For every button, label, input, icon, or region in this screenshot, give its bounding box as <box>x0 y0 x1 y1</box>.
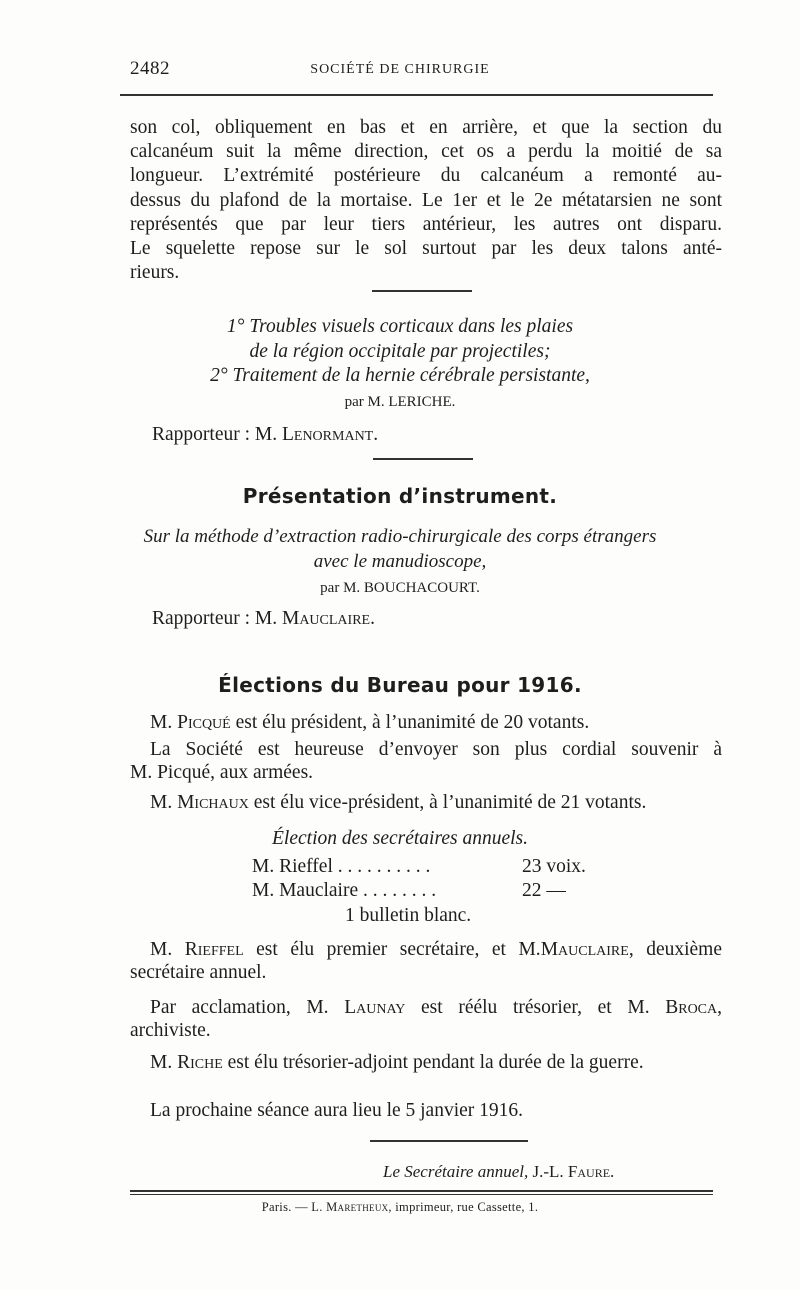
candidate: M. Mauclaire <box>252 880 359 901</box>
secretary-result <box>150 938 722 962</box>
person-name: Picqué <box>177 712 231 733</box>
person-name: Rieffel <box>184 939 244 960</box>
person-name: Riche <box>177 1052 223 1073</box>
vote-count: 23 voix. <box>522 856 586 877</box>
president-line <box>150 712 589 734</box>
imprint-text: , imprimeur, rue Cassette, 1. <box>388 1200 539 1214</box>
secretary-result-line: secrétaire annuel. <box>130 962 267 983</box>
rapporteur-label: Rapporteur : M. <box>152 424 278 445</box>
statement: est élu trésorier-adjoint pendant la durée de la guerre. <box>227 1052 644 1073</box>
communication-title-line: de la région occipitale par projectiles; <box>249 341 551 362</box>
blank-ballot: 1 bulletin blanc. <box>345 905 472 926</box>
communication-author: par M. LERICHE. <box>344 394 456 410</box>
signature-initials: J.-L. <box>532 1162 564 1181</box>
presentation-author: par M. BOUCHACOURT. <box>320 580 480 596</box>
prefix: Par acclamation, M. <box>150 997 329 1018</box>
statement: , <box>717 997 722 1018</box>
rapporteur-line <box>152 424 378 446</box>
presentation-title-line: avec le manudioscope, <box>313 551 487 572</box>
prefix: M. <box>150 792 173 813</box>
communication-title-line: 2° Traitement de la hernie cérébrale persistante, <box>210 365 590 386</box>
dot-leaders: . . . . . . . . . . <box>337 856 431 877</box>
section-heading-elections: Élections du Bureau pour 1916. <box>218 673 582 697</box>
person-name: Michaux <box>177 792 249 813</box>
prefix: M. <box>150 1052 173 1073</box>
vice-president-line <box>150 792 646 814</box>
section-divider <box>372 290 472 292</box>
signature <box>383 1162 614 1182</box>
secretaries-heading: Élection des secrétaires annuels. <box>272 828 528 849</box>
intro-line: rieurs. <box>130 262 180 284</box>
vote-row <box>252 856 430 878</box>
page-number: 2482 <box>130 58 170 79</box>
section-divider <box>373 458 473 460</box>
dot-leaders: . . . . . . . . <box>363 880 437 901</box>
rapporteur-label: Rapporteur : M. <box>152 608 278 629</box>
adjoint-line <box>150 1052 644 1074</box>
rapporteur-name: Mauclaire. <box>281 608 375 629</box>
souvenir-line: M. Picqué, aux armées. <box>130 762 314 783</box>
intro-line: dessus du plafond de la mortaise. Le 1er et le 2e métatarsien ne sont <box>130 189 722 211</box>
secretary-result-line <box>150 938 722 962</box>
person-name: Mauclaire <box>540 939 629 960</box>
statement: , deuxième <box>628 939 722 960</box>
intro-paragraph <box>130 116 722 285</box>
prefix: M. <box>150 712 173 733</box>
vote-count: 22 — <box>522 880 566 901</box>
souvenir-line: La Société est heureuse d’envoyer son plus cordial souvenir à <box>150 739 722 760</box>
prefix: M. <box>150 939 173 960</box>
treasurer-line <box>150 996 722 1020</box>
signature-role: Le Secrétaire annuel, <box>383 1162 529 1181</box>
treasurer-line: archiviste. <box>130 1020 211 1041</box>
header-rule <box>120 94 713 96</box>
communication-title-line: 1° Troubles visuels corticaux dans les plaies <box>226 316 574 337</box>
intro-line: Le squelette repose sur le sol surtout par les deux talons anté- <box>130 238 722 260</box>
intro-line: longueur. L’extrémité postérieure du calcanéum a remonté au- <box>130 165 722 187</box>
rapporteur-line <box>152 608 375 630</box>
presentation-title-line: Sur la méthode d’extraction radio-chirurgicale des corps étrangers <box>143 526 657 547</box>
rapporteur-name: Lenormant. <box>281 424 379 445</box>
intro-line: représentés que par leur tiers antérieur, les autres ont disparu. <box>130 213 722 235</box>
treasurer-paragraph <box>150 996 722 1020</box>
statement: est élu président, à l’unanimité de 20 votants. <box>235 712 590 733</box>
candidate: M. Rieffel <box>252 856 333 877</box>
imprint-text: Paris. — L. <box>261 1200 323 1214</box>
statement: est élu premier secrétaire, et M. <box>256 939 541 960</box>
vote-row <box>252 880 436 902</box>
closing-divider <box>370 1140 528 1142</box>
person-name: Broca <box>665 997 718 1018</box>
footer-rule <box>130 1190 713 1192</box>
footer-rule <box>130 1194 713 1195</box>
printer-name: Maretheux <box>326 1200 389 1214</box>
signature-name: Faure. <box>567 1162 615 1181</box>
statement: est élu vice-président, à l’unanimité de 21 votants. <box>253 792 647 813</box>
running-title: SOCIÉTÉ DE CHIRURGIE <box>310 62 490 77</box>
intro-line: son col, obliquement en bas et en arrière, et que la section du <box>130 117 722 138</box>
next-session: La prochaine séance aura lieu le 5 janvier 1916. <box>150 1100 524 1121</box>
intro-line: calcanéum suit la même direction, cet os a perdu la moitié de sa <box>130 141 722 163</box>
statement: est réélu trésorier, et M. <box>421 997 650 1018</box>
person-name: Launay <box>344 997 406 1018</box>
footer-imprint <box>0 1200 800 1215</box>
section-heading-presentation: Présentation d’instrument. <box>242 484 558 508</box>
souvenir-paragraph <box>150 738 722 762</box>
